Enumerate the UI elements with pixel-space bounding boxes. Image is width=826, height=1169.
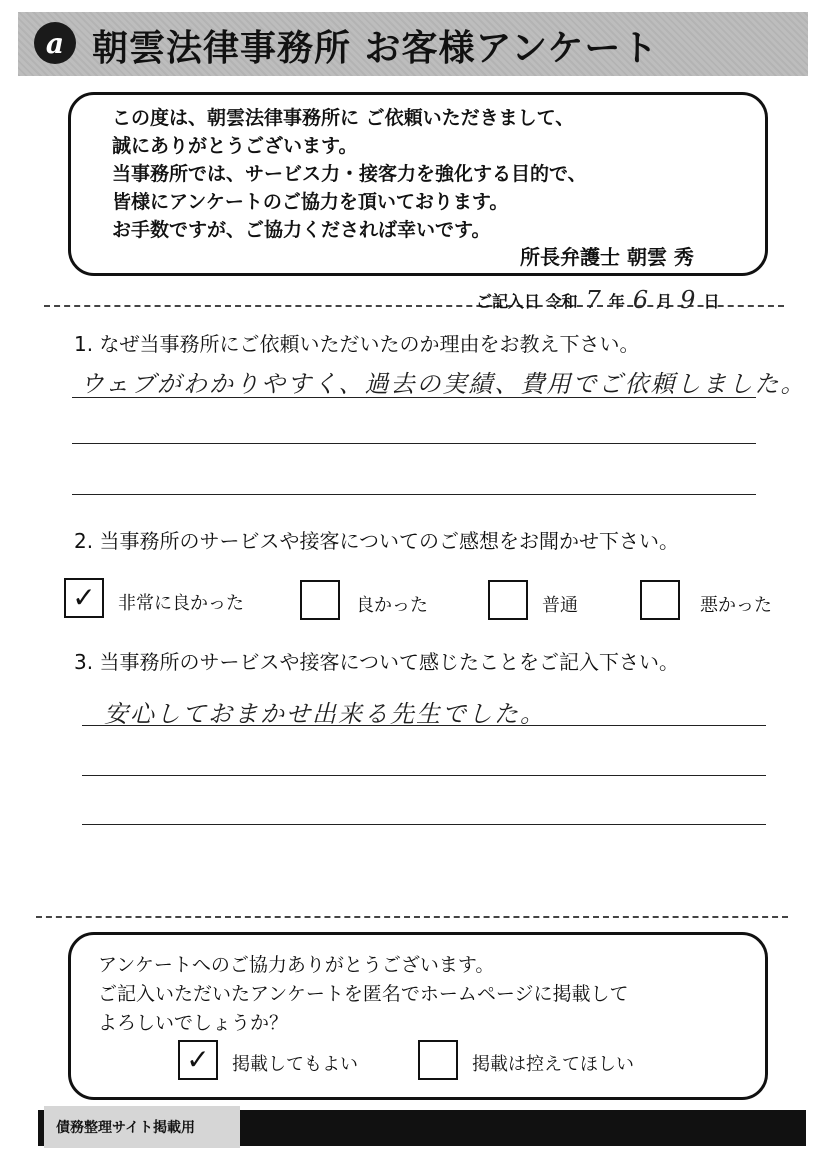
date-row bbox=[476, 284, 719, 312]
option-label: 良かった bbox=[356, 595, 428, 616]
consent-line: アンケートへのご協力ありがとうございます。 bbox=[98, 954, 495, 976]
checkbox-good[interactable] bbox=[300, 580, 340, 620]
date-year: 7 bbox=[585, 286, 601, 314]
page-title: 朝雲法律事務所 お客様アンケート bbox=[92, 28, 659, 69]
answer-line bbox=[82, 775, 766, 776]
date-label: ご記入日 令和 bbox=[476, 292, 578, 311]
intro-line: 当事務所では、サービス力・接客力を強化する目的で、 bbox=[112, 163, 587, 185]
question-3: 3. 当事務所のサービスや接客について感じたことをご記入下さい。 bbox=[74, 650, 680, 674]
option-label: 普通 bbox=[542, 595, 578, 616]
consent-line: よろしいでしょうか？ bbox=[98, 1012, 289, 1034]
intro-line: 皆様にアンケートのご協力を頂いております。 bbox=[112, 191, 509, 213]
checkbox-publish-no[interactable] bbox=[418, 1040, 458, 1080]
date-year-unit: 年 bbox=[608, 292, 625, 311]
answer-line bbox=[72, 397, 756, 398]
option-label: 掲載してもよい bbox=[232, 1054, 358, 1075]
checkbox-average[interactable] bbox=[488, 580, 528, 620]
intro-line: この度は、朝雲法律事務所に ご依頼いただきまして、 bbox=[112, 107, 575, 129]
answer-3: 安心しておまかせ出来る先生でした。 bbox=[104, 700, 546, 728]
footer-tag: 債務整理サイト掲載用 bbox=[44, 1106, 240, 1148]
intro-line: 誠にありがとうございます。 bbox=[112, 135, 358, 157]
option-label: 非常に良かった bbox=[118, 593, 244, 614]
option-label: 悪かった bbox=[700, 595, 772, 616]
checkbox-bad[interactable] bbox=[640, 580, 680, 620]
firm-logo: a bbox=[34, 22, 76, 64]
question-2: 2. 当事務所のサービスや接客についてのご感想をお聞かせ下さい。 bbox=[74, 529, 680, 553]
divider bbox=[36, 916, 788, 918]
date-month-unit: 月 bbox=[656, 292, 673, 311]
date-day-unit: 日 bbox=[703, 292, 720, 311]
intro-line: お手数ですが、ご協力くだされば幸いです。 bbox=[112, 219, 491, 241]
consent-line: ご記入いただいたアンケートを匿名でホームページに掲載して bbox=[98, 983, 629, 1005]
question-1: 1. なぜ当事務所にご依頼いただいたのか理由をお教え下さい。 bbox=[74, 332, 640, 356]
answer-1: ウェブがわかりやすく、過去の実績、費用でご依頼しました。 bbox=[80, 370, 807, 398]
answer-line bbox=[82, 824, 766, 825]
checkbox-very-good[interactable]: ✓ bbox=[64, 578, 104, 618]
signature: 所長弁護士 朝雲 秀 bbox=[520, 245, 694, 269]
date-day: 9 bbox=[680, 286, 696, 314]
date-month: 6 bbox=[632, 286, 649, 314]
checkbox-publish-ok[interactable]: ✓ bbox=[178, 1040, 218, 1080]
option-label: 掲載は控えてほしい bbox=[472, 1054, 634, 1075]
answer-line bbox=[72, 494, 756, 495]
answer-line bbox=[72, 443, 756, 444]
answer-line bbox=[82, 725, 766, 726]
